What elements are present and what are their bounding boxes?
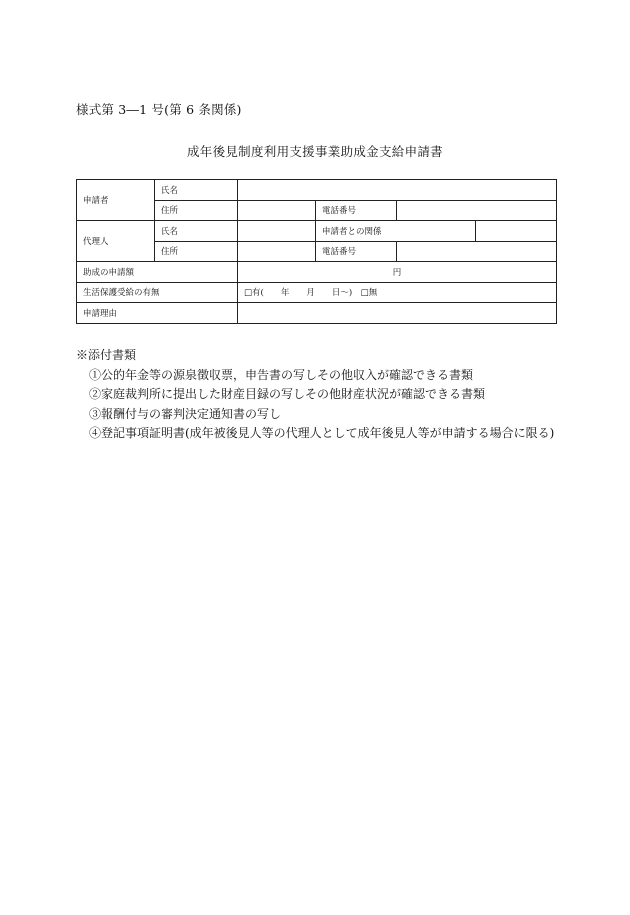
application-table [76,179,557,324]
agent-address-label: 住所 [155,241,238,262]
applicant-name-label: 氏名 [155,180,238,201]
applicant-phone-field[interactable] [397,200,557,221]
agent-name-label: 氏名 [155,221,238,242]
applicant-name-row [77,180,557,201]
amount-label: 助成の申請額 [77,262,238,283]
attachments-title: ※添付書類 [76,348,137,362]
applicant-name-field[interactable] [238,180,557,201]
reason-label: 申請理由 [77,303,238,324]
welfare-field[interactable]: □有( 年 月 日～) □無 [238,282,557,303]
applicant-label: 申請者 [77,180,155,221]
welfare-label: 生活保護受給の有無 [77,282,238,303]
applicant-address-field[interactable] [238,200,316,221]
page-title: 成年後見制度利用支援事業助成金支給申請書 [186,144,443,159]
agent-name-row [77,221,557,242]
attachments-section [76,346,554,444]
agent-name-field[interactable] [238,221,316,242]
agent-address-field[interactable] [238,241,316,262]
reason-row [77,303,557,324]
attachment-item: ②家庭裁判所に提出した財産目録の写しその他財産状況が確認できる書類 [89,387,486,401]
reason-field[interactable] [238,303,557,324]
amount-row [77,262,557,283]
attachment-item: ④登記事項証明書(成年被後見人等の代理人として成年後見人等が申請する場合に限る) [89,426,555,440]
amount-unit: 円 [392,267,402,278]
relation-field[interactable] [476,221,557,242]
amount-field[interactable] [238,262,557,283]
welfare-row [77,282,557,303]
agent-phone-field[interactable] [397,241,557,262]
applicant-address-label: 住所 [155,200,238,221]
attachment-item: ①公的年金等の源泉徴収票，申告書の写しその他収入が確認できる書類 [89,367,474,382]
attachment-item: ③報酬付与の審判決定通知書の写し [89,406,282,421]
agent-label: 代理人 [77,221,155,262]
agent-phone-label: 電話番号 [316,241,397,262]
relation-label: 申請者との関係 [316,221,476,242]
form-number: 様式第 3―1 号(第 6 条関係) [76,102,242,117]
applicant-phone-label: 電話番号 [316,200,397,221]
